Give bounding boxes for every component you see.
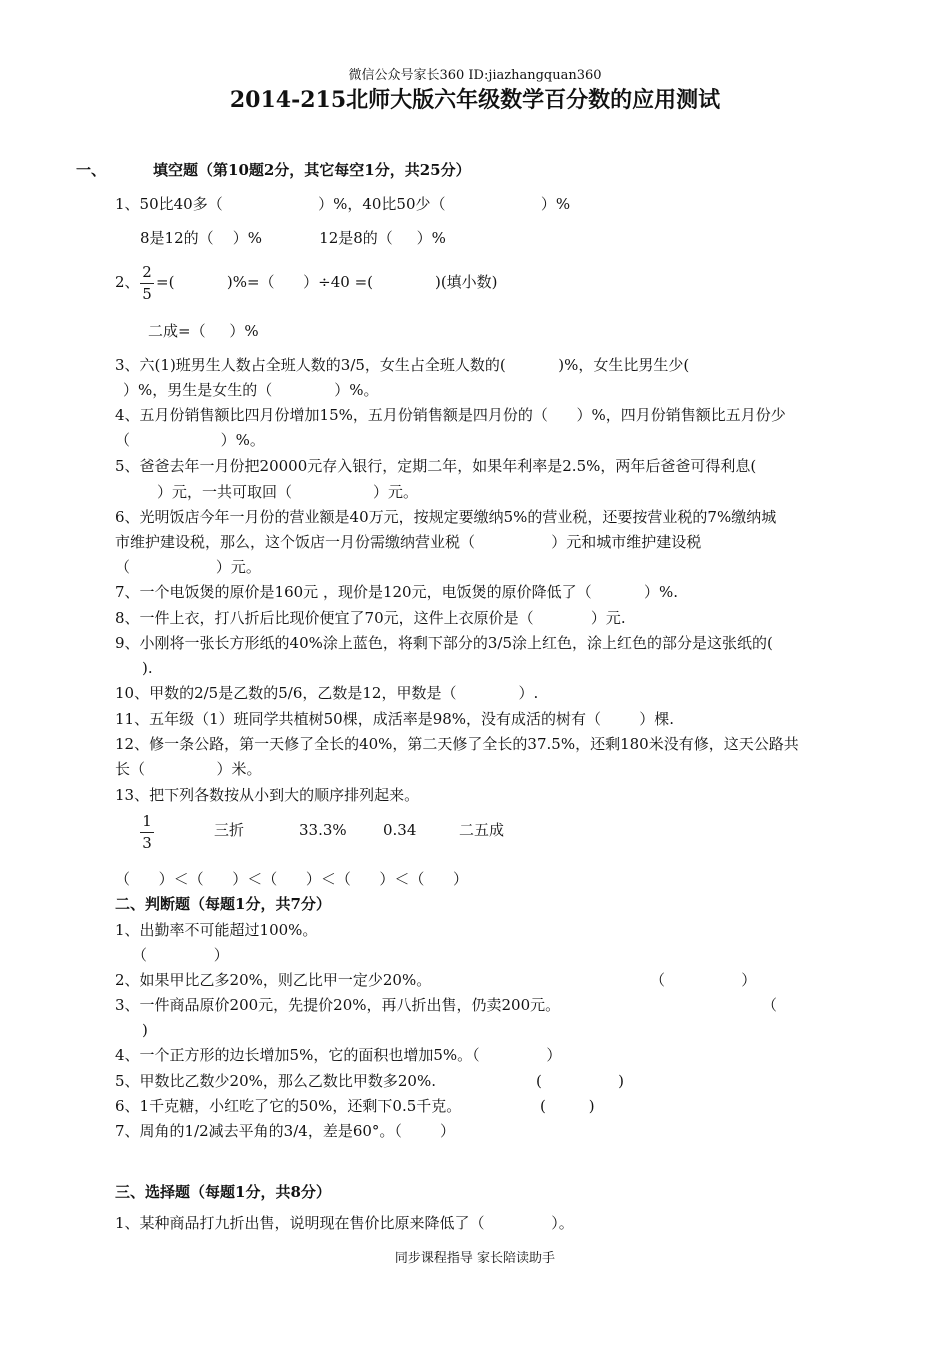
question-12a: 12、修一条公路，第一天修了全长的40%，第二天修了全长的37.5%，还剩180米没有修，这天公路共 bbox=[115, 735, 799, 753]
fraction-one-third bbox=[140, 814, 154, 851]
question-4b: （ ）%。 bbox=[115, 431, 265, 449]
fraction-numerator: 2 bbox=[142, 263, 152, 281]
fraction-bar bbox=[140, 283, 154, 284]
judge-6-blank: ( ) bbox=[540, 1097, 595, 1115]
section2-title: 二、判断题（每题1分，共7分） bbox=[115, 895, 331, 913]
question-2-rest: =( )%=（ ）÷40 =( )(填小数) bbox=[156, 273, 498, 291]
question-8: 8、一件上衣，打八折后比现价便宜了70元，这件上衣原价是（ ）元. bbox=[115, 609, 626, 627]
question-11: 11、五年级（1）班同学共植树50棵，成活率是98%，没有成活的树有（ ）棵. bbox=[115, 710, 674, 728]
question-4a: 4、五月份销售额比四月份增加15%，五月份销售额是四月份的（ ）%，四月份销售额比五月份少 bbox=[115, 406, 786, 424]
question-6c: （ ）元。 bbox=[115, 558, 261, 576]
fraction-bar bbox=[140, 832, 154, 833]
question-13: 13、把下列各数按从小到大的顺序排列起来。 bbox=[115, 786, 420, 804]
question-6a: 6、光明饭店今年一月份的营业额是40万元，按规定要缴纳5%的营业税，还要按营业税的7%缴纳城 bbox=[115, 508, 777, 526]
question-9b: ). bbox=[142, 659, 153, 677]
judge-2-blank: （ ） bbox=[650, 971, 757, 989]
judge-1b: （ ） bbox=[132, 946, 229, 964]
q13-item: 0.34 bbox=[383, 821, 417, 839]
judge-3: 3、一件商品原价200元，先提价20%，再八折出售，仍卖200元。 bbox=[115, 996, 561, 1014]
question-3a: 3、六(1)班男生人数占全班人数的3/5，女生占全班人数的( )%，女生比男生少( bbox=[115, 356, 690, 374]
q13-item: 三折 bbox=[214, 821, 245, 839]
question-12b: 长（ ）米。 bbox=[115, 760, 262, 778]
page-footer: 同步课程指导 家长陪读助手 bbox=[394, 1251, 556, 1266]
question-6b: 市维护建设税，那么，这个饭店一月份需缴纳营业税（ ）元和城市维护建设税 bbox=[115, 533, 702, 551]
question-7: 7、一个电饭煲的原价是160元 ，现价是120元，电饭煲的原价降低了（ ）%. bbox=[115, 583, 679, 601]
question-1b: 8是12的（ ）% 12是8的（ ）% bbox=[140, 229, 446, 247]
fraction-two-fifths bbox=[140, 265, 154, 302]
question-5b: ）元，一共可取回（ ）元。 bbox=[157, 483, 419, 501]
judge-7: 7、周角的1/2减去平角的3/4，差是60°。（ ） bbox=[115, 1122, 456, 1140]
question-2b: 二成=（ ）% bbox=[148, 322, 259, 340]
q13-item: 33.3% bbox=[299, 821, 347, 839]
judge-3-close: ) bbox=[142, 1021, 148, 1039]
question-3b: ）%，男生是女生的（ ）%。 bbox=[123, 381, 379, 399]
judge-3-open: （ bbox=[762, 996, 778, 1014]
fraction-denominator: 5 bbox=[142, 285, 152, 303]
question-2-prefix: 2、 bbox=[115, 273, 140, 291]
section1-title: 填空题（第10题2分，其它每空1分，共25分） bbox=[153, 161, 471, 179]
judge-1a: 1、出勤率不可能超过100%。 bbox=[115, 921, 318, 939]
question-10: 10、甲数的2/5是乙数的5/6，乙数是12，甲数是（ ）. bbox=[115, 684, 539, 702]
judge-5: 5、甲数比乙数少20%，那么乙数比甲数多20%. bbox=[115, 1072, 436, 1090]
judge-6: 6、1千克糖，小红吃了它的50%，还剩下0.5千克。 bbox=[115, 1097, 462, 1115]
judge-2: 2、如果甲比乙多20%，则乙比甲一定少20%。 bbox=[115, 971, 432, 989]
question-5a: 5、爸爸去年一月份把20000元存入银行，定期二年，如果年利率是2.5%，两年后爸爸可得利息( bbox=[115, 457, 757, 475]
fraction-denominator: 3 bbox=[142, 834, 152, 852]
question-9a: 9、小刚将一张长方形纸的40%涂上蓝色，将剩下部分的3/5涂上红色，涂上红色的部分是这张纸的( bbox=[115, 634, 773, 652]
q13-item: 二五成 bbox=[459, 821, 505, 839]
judge-5-blank: ( ) bbox=[536, 1072, 624, 1090]
question-13-blanks: （ ）＜（ ）＜（ ）＜（ ）＜（ ） bbox=[115, 870, 469, 888]
choice-1: 1、某种商品打九折出售，说明现在售价比原来降低了（ ）。 bbox=[115, 1214, 574, 1232]
section3-title: 三、选择题（每题1分，共8分） bbox=[115, 1183, 331, 1201]
page-header: 微信公众号家长360 ID:jiazhangquan360 bbox=[348, 68, 602, 83]
section1-number: 一、 bbox=[76, 161, 107, 179]
page-title: 2014-215北师大版六年级数学百分数的应用测试 bbox=[229, 87, 721, 113]
question-1a: 1、50比40多（ ）%，40比50少（ ）% bbox=[115, 195, 571, 213]
fraction-numerator: 1 bbox=[142, 812, 152, 830]
judge-4: 4、一个正方形的边长增加5%，它的面积也增加5%。（ ） bbox=[115, 1046, 562, 1064]
